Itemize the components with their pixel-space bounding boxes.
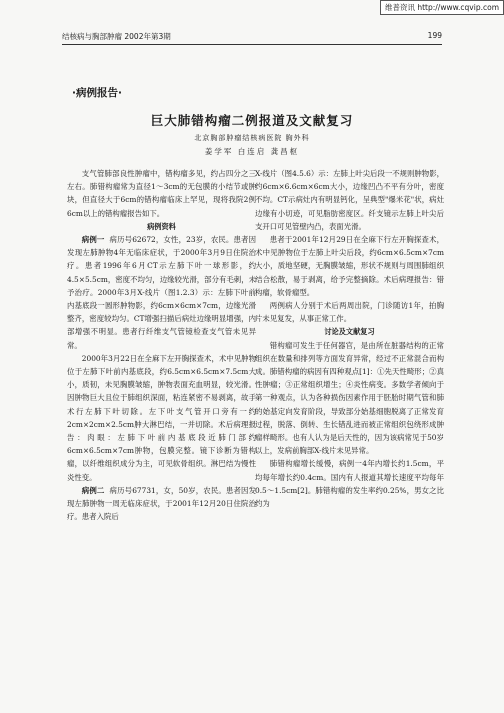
journal-info: 结核病与胸部肿瘤 2002年第3期	[62, 32, 171, 41]
case1-paragraph	[67, 233, 256, 352]
case1-label: 病例一	[81, 235, 105, 245]
right-column	[255, 167, 444, 510]
watermark: 维普资讯 http://www.cqvip.com	[380, 0, 504, 15]
case2-paragraph	[67, 484, 256, 524]
running-head	[62, 31, 442, 42]
followup-paragraph: 两例病人分别于术后两周出院，门诊随访1年，拍胸片未见复发，从事正常工作。	[255, 301, 444, 324]
surgery1-paragraph: 2000年3月22日在全麻下左开胸探查术，术中见肿物位于左肺下叶前内基底段，约6.5cm×6.5cm×7.5cm大小，质韧，未见胸膜皱缩，肿物表面充血明显，较光滑。因肿物巨大且位于肺组织深面，粘连紧密不易剥离，故手术行左肺下叶切除。左下叶支气管开口旁有一约2cm×2cm×2.5cm肿大淋巴结，一并切除。术后病理报告：肉眼：左肺下叶前内基底段近肺门部约6cm×6.5cm×7cm肿物，包膜完整。镜下诊断为错构瘤，以纤维组织成分为主，可见软骨组织。淋巴结为慢性炎性变。	[67, 353, 256, 482]
article-title: 巨大肺错构瘤二例报道及文献复习	[150, 113, 354, 128]
case2-text: 病历号67731，女，50岁，农民。患者因发现左肺肿物一周无临床症状，于2001年12月20日住院治疗。患者入院后	[67, 485, 256, 522]
case2-label: 病例二	[81, 485, 105, 495]
header-rule	[62, 44, 442, 45]
section-label: ·病例报告·	[72, 87, 122, 99]
authors: 姜学军 白连启 龚昌枢	[204, 147, 300, 156]
intro-paragraph: 支气管肺部良性肿瘤中，错构瘤多见，约占四分之三左右。肺错构瘤常为直径1～3cm的无包膜的小结节或肿块，但直径大于6cm的错构瘤临床上罕见，现将我院2例6cm以上的错构瘤报告如下。	[67, 169, 256, 218]
surgery2-paragraph: 患者于2001年12月29日在全麻下行左开胸探查术，术中见肿物位于左肺上叶尖后段，约6cm×6.5cm×7cm大小，质地坚硬，无胸膜皱缩，形状不规则与周围肺组织结合松散，易于剥离，给予完整摘除。术后病理报告：错构瘤，软骨瘤型。	[255, 235, 444, 297]
left-column	[67, 167, 256, 523]
case1-text: 病历号62672，女性，23岁，农民。患者因发现左肺肿物4年无临床症状，于2000年3月9日住院治疗。患者1996年6月CT示左肺下叶一球形影，约4.5×5.5cm，密度不均匀，边缘较光滑，部分有毛刺，未予治疗。2000年3月X-线片（图1.2.3）示：左肺下叶前内基底段一圆形肿物影，约6cm×6cm×7cm，边缘光滑整齐，密度较均匀。CT增强扫描后病灶边缘明显增强，内部增强不明显。患者行纤维支气管镜检查支气管未见异常。	[67, 235, 256, 350]
growth-paragraph: 肺错构瘤增长缓慢，病例一4年内增长约1.5cm，平均每年增长约0.4cm。国内有人报道其增长速度平均每年0.5～1.5cm[2]。肺错构瘤的发生率约0.25%，男女之比约为	[255, 459, 444, 509]
discussion-heading: 讨论及文献复习	[324, 327, 375, 337]
affiliation: 北京胸部肿瘤结核病医院 胸外科	[194, 134, 310, 142]
page-number: 199	[427, 31, 442, 40]
discussion-paragraph: 错构瘤可发生于任何器官，是由所在脏器结构的正常组织在数量和排列等方面发育异常，经过不正常混合而构成。肺错构瘤的病因有四种观点[1]：①先天性畸形；②真性肿瘤；③正常组织增生；④炎性病变。多数学者倾向于第一种观点，认为各种损伤因素作用于胚胎时期气管和肺的始基定向发育阶段，导致部分始基细胞脱离了正常发育过程，脱落、倒转、生长错乱进而被正常组织包绕形成肿瘤样畸形。也有人认为是后天性的，因为该病常见于50岁以上，发病前胸部X-线片未见异常。	[255, 340, 444, 456]
case2-continued: X-线片（图4.5.6）示：左肺上叶尖后段一不规则肿物影，约6cm×6.6cm×6cm大小，边缘凹凸不平有分叶，密度不均。CT示病灶内有明显钙化，呈典型"爆米花"状，病灶边缘有小切迹，可见脂肪密度区。纤支镜示左肺上叶尖后支开口可见管壁内凸，表面光滑。	[255, 169, 444, 231]
case-data-heading: 病例资料	[147, 221, 176, 231]
